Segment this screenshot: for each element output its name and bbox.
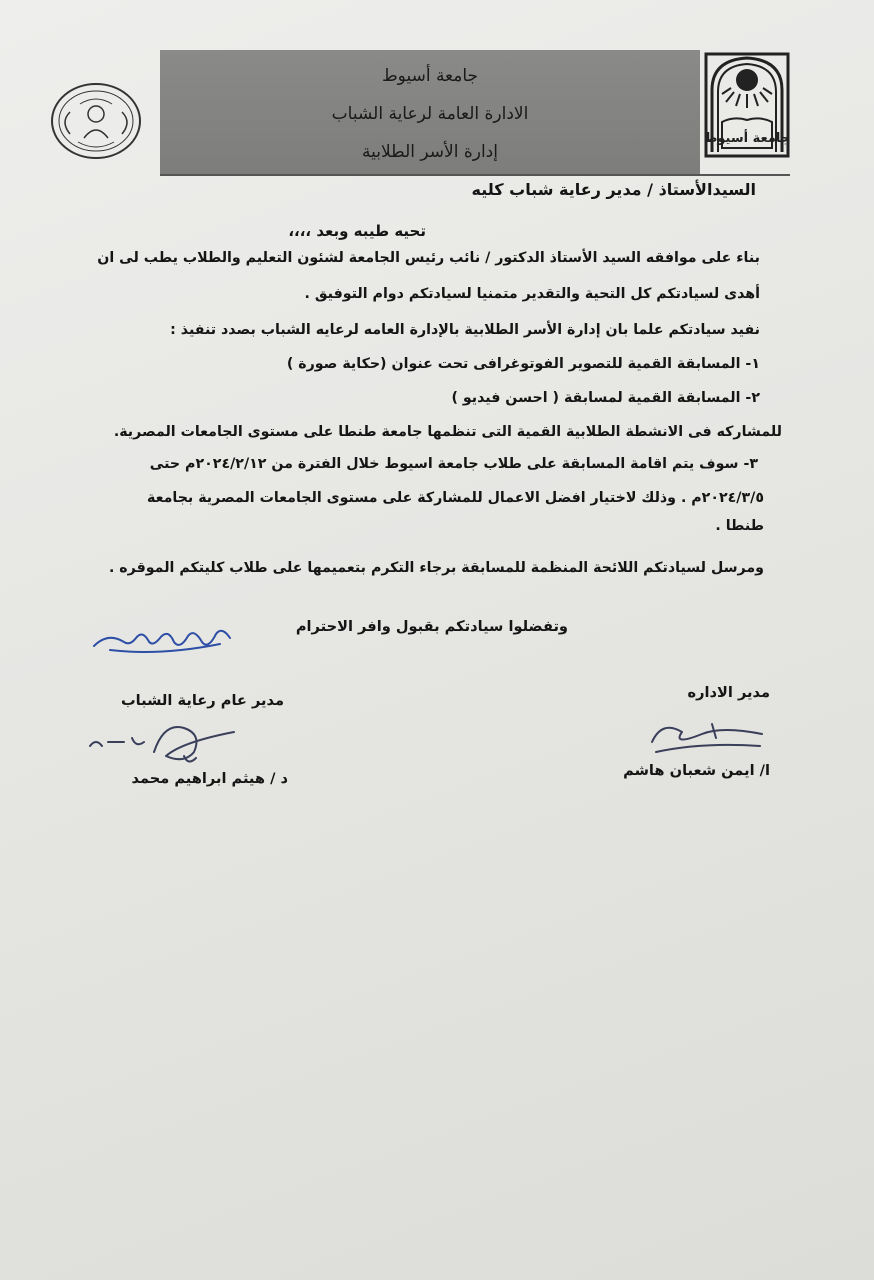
list-item-2: ٢- المسابقة القمية لمسابقة ( احسن فيديو ) [451, 390, 760, 406]
general-admin-name: الادارة العامة لرعاية الشباب [331, 104, 529, 124]
assiut-university-logo [704, 52, 790, 158]
paragraph-1-line-2: أهدى لسيادتكم كل التحية والتقدير متمنيا لسيادتكم دوام التوفيق . [304, 286, 760, 302]
list-item-3-line-2: ٢٠٢٤/٣/٥م . وذلك لاختيار افضل الاعمال للمشاركة على مستوى الجامعات المصرية بجامعة [146, 490, 764, 506]
paragraph-1-line-1: بناء على موافقه السيد الأستاذ الدكتور / نائب رئيس الجامعة لشئون التعليم والطلاب يطب لى ان [97, 250, 760, 266]
paragraph-4: ومرسل لسيادتكم اللائحة المنظمة للمسابقة برجاء التكرم بتعميمها على طلاب كليتكم الموقره . [108, 560, 764, 576]
paragraph-3: للمشاركه فى الانشطة الطلابية القمية التى تنظمها جامعة طنطا على مستوى الجامعات المصرية. [113, 424, 782, 440]
right-signature [642, 712, 772, 766]
right-signatory-title: مدير الاداره [687, 684, 770, 701]
addressee-line: السيدالأستاذ / مدير رعاية شباب كليه [471, 180, 756, 199]
paragraph-2: نفيد سيادتكم علما بان إدارة الأسر الطلابية بالإدارة العامه لرعايه الشباب بصدد تنفيذ : [170, 322, 760, 338]
svg-text:جامعة أسيوط: جامعة أسيوط [704, 131, 790, 146]
youth-welfare-seal [50, 82, 142, 160]
left-signature [84, 712, 244, 776]
left-signatory-title: مدير عام رعاية الشباب [120, 692, 284, 709]
university-name: جامعة أسيوط [381, 66, 479, 86]
list-item-3-line-1: ٣- سوف يتم اقامة المسابقة على طلاب جامعة اسيوط خلال الفترة من ٢٠٢٤/٢/١٢م حتى [149, 456, 758, 472]
closing-line: وتفضلوا سيادتكم بقبول وافر الاحترام [295, 618, 568, 635]
greeting-line: تحيه طيبه وبعد ،،،، [288, 222, 426, 240]
handwritten-note [90, 620, 240, 664]
right-signatory-name: ا/ ايمن شعبان هاشم [623, 762, 770, 779]
list-item-3-line-3: طنطا . [715, 518, 764, 534]
letterhead-divider [160, 174, 790, 176]
list-item-1: ١- المسابقة القمية للتصوير الفوتوغرافى تحت عنوان (حكاية صورة ) [286, 356, 760, 372]
department-name: إدارة الأسر الطلابية [362, 142, 498, 162]
left-signatory-name: د / هيثم ابراهيم محمد [131, 770, 288, 787]
